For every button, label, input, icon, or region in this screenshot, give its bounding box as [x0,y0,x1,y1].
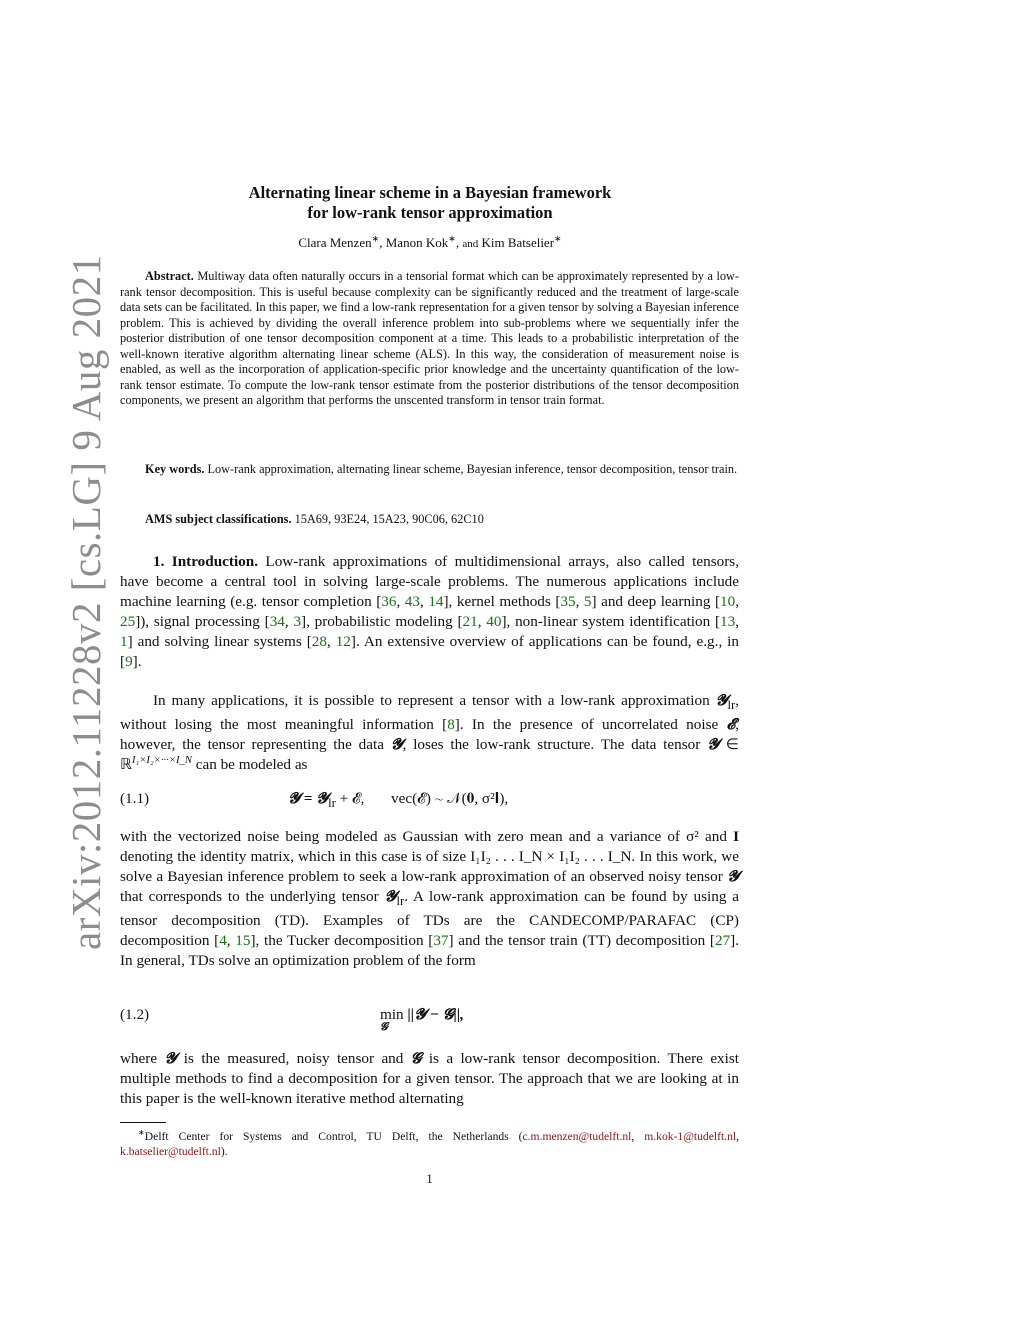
abstract-label: Abstract. [145,269,194,283]
citation-link[interactable]: 28 [311,633,327,650]
math-superscript: I₁×I₂×···×I_N [132,754,192,766]
math-symbol: 𝓨 [164,1050,177,1067]
math-symbol: 𝓨 [727,868,739,885]
footnote [120,1129,739,1159]
abstract [120,269,739,409]
para-text: is a low-rank tensor decomposition. There exist multiple methods to find a decomposition for a given tensor. The approach that we are looking at in this paper is the well-known iterative method alternating [120,1050,739,1107]
citation-link[interactable]: 35 [560,593,576,610]
citation-link[interactable]: 5 [583,593,592,610]
citation-link[interactable]: 34 [269,613,285,630]
citation-link[interactable]: 9 [125,653,133,670]
title-line-1: Alternating linear scheme in a Bayesian framework [248,183,612,202]
para-text: In many applications, it is possible to represent a tensor with a low-rank approximation [153,692,716,709]
math-subscript: lr [396,894,405,909]
keywords [120,462,739,478]
citation-link[interactable]: 14 [428,593,444,610]
para-text: , without losing the most meaningful information [ [120,692,739,734]
citation-link[interactable]: 1 [120,633,128,650]
author-2: Manon Kok [385,235,449,250]
intro-text: ] and solving linear systems [ [127,633,312,650]
equation-1-1 [120,790,739,812]
intro-text: Low-rank approximations of multidimensional arrays, also called tensors, have become a central tool in solving large-scale problems. The numerous applications include machine learning (e.g. tensor completion [ [120,553,739,610]
citation-link[interactable]: 4 [219,932,227,950]
equation-body [288,790,508,811]
equation-number: (1.1) [120,790,150,807]
citation-link[interactable]: 8 [447,716,455,734]
email-link[interactable]: m.kok-1@tudelft.nl [644,1130,737,1143]
ams-classifications [120,512,739,528]
math-symbol: 𝓖 [410,1050,422,1067]
intro-text: ] and deep learning [ [591,593,721,610]
footnote-end: ). [220,1145,228,1158]
para-text: . A low-rank approximation can be found by using a tensor decomposition (TD). Examples of TDs are the CANDECOMP/PARAFAC (CP) decomposition [ [120,888,740,950]
footnote-separator: , [631,1130,645,1143]
equation-1-2 [120,1006,739,1033]
min-text: min [380,1006,404,1023]
abstract-text: Multiway data often naturally occurs in a tensorial format which can be approximately represented by a low-rank tensor decomposition. This is useful because complexity can be significantly reduced and the treatment of large-scale data sets can be facilitated. In this paper, we find a low-rank representation for a given tensor by solving a Bayesian inference problem. This is achieved by dividing the overall inference problem into sub-problems where we sequentially infer the posterior distribution of one tensor decomposition component at a time. This leads to a probabilistic interpretation of the well-known iterative algorithm alternating linear scheme (ALS). In this way, the consideration of measurement noise is enabled, as well as the incorporation of application-specific prior knowledge and the uncertainty quantification of the low-rank tensor estimate. To compute the low-rank tensor estimate from the posterior distributions of the tensor decomposition components, we present an algorithm that performs the unscented transform in tensor train format. [120,269,739,408]
intro-text: ]. An extensive overview of applications can be found, e.g., in [ [120,633,739,670]
keywords-label: Key words. [145,462,205,476]
para-text: that corresponds to the underlying tensor [120,888,385,905]
footnote-text: Delft Center for Systems and Control, TU Delft, the Netherlands ( [144,1130,523,1143]
citation-link[interactable]: 27 [714,932,731,950]
citation-link[interactable]: 43 [404,593,420,610]
intro-text: ], kernel methods [ [443,593,561,610]
math-symbol: I [733,828,739,845]
math-subscript: lr [727,698,736,713]
paragraph-4 [120,1049,739,1109]
equation-number: (1.2) [120,1006,150,1023]
ams-label: AMS subject classifications. [145,512,292,526]
citation-link[interactable]: 40 [486,613,502,630]
footnote-separator: , [736,1130,739,1143]
section-heading: 1. Introduction. [153,553,259,570]
para-text: ]. In general, TDs solve an optimization problem of the form [120,932,740,970]
affiliation-mark: ∗ [554,233,562,244]
para-text: is the measured, noisy tensor and [176,1050,411,1067]
citation-link[interactable]: 21 [462,613,478,630]
para-text: ]. In the presence of uncorrelated noise [454,716,727,734]
math-symbol: 𝓨 [384,888,397,905]
citation-link[interactable]: 37 [433,932,449,950]
math-symbol: ∈ ℝ [120,736,740,774]
citation-link[interactable]: 15 [235,932,251,950]
introduction-paragraph: 1. Introduction. Low-rank approximations of multidimensional arrays, also called tensors, have become a central tool in solving large-scale problems. The numerous applications include machine learning (e.g. tensor completion [36, 43, 14], kernel methods [35, 5] and deep learning [10, 25]), signal processing [34, 3], probabilistic modeling [21, 40], non-linear system identification [13, 1] and solving linear systems [28, 12]. An extensive overview of applications can be found, e.g., in [9]. [120,553,740,670]
para-text: denoting the identity matrix, which in this case is of size I₁I₂ . . . I_N × I₁I₂ . . . I_N. In this work, we solve a Bayesian inference problem to seek a low-rank approximation of an observed noisy tensor [120,848,739,885]
arxiv-id-text[interactable]: arXiv:2012.11228v2 [cs.LG] 9 Aug 2021 [63,254,109,950]
footnote-rule [120,1122,166,1123]
equation-lhs: 𝓨 = 𝓨 [288,790,329,807]
para-text: where [120,1050,165,1067]
author-list: Clara Menzen∗, Manon Kok∗, and Kim Batselier∗ [298,233,562,250]
equation-noise-model: vec(𝓔) ∼ 𝒩(𝟎, σ²𝐈), [391,790,509,807]
min-operator [380,1006,404,1033]
intro-text: ]. [132,653,142,670]
para-text: ] and the tensor train (TT) decomposition [ [448,932,715,950]
citation-link[interactable]: 36 [381,593,397,610]
citation-link[interactable]: 3 [293,613,302,630]
ams-text: 15A69, 93E24, 15A23, 90C06, 62C10 [294,512,484,526]
math-symbol: 𝓨 [390,736,403,754]
para-text: can be modeled as [191,756,308,774]
norm-expression: ||𝓨 − 𝓖||, [407,1006,464,1023]
math-symbol: 𝓔 [726,716,736,734]
math-subscript: lr [328,796,336,811]
affiliation-mark: ∗ [371,233,380,244]
equation-body [380,1006,464,1033]
para-text: , however, the tensor representing the data [120,716,739,754]
math-symbol: 𝓨 [707,736,719,754]
para-text: , loses the low-rank structure. The data tensor [402,736,708,754]
keywords-text: Low-rank approximation, alternating linear scheme, Bayesian inference, tensor decomposition, tensor train. [207,462,738,476]
math-symbol: 𝓨 [715,692,728,709]
paragraph-3: with the vectorized noise being modeled as Gaussian with zero mean and a variance of σ² and I denoting the identity matrix, which in this case is of size I₁I₂ . . . I_N × I₁I₂ . . . I_N. In this work, we solve a Bayesian inference problem to seek a low-rank approximation of an observed noisy tensor 𝓨 that corresponds to the underlying tensor 𝓨$_{lr}$. A low-rank approximation can be found by using a tensor decomposition (TD). Examples of TDs are the CANDECOMP/PARAFAC (CP) decomposition [4, 15], the Tucker decomposition [37] and the tensor train (TT) decomposition [27]. In general, TDs solve an optimization problem of the form [120,828,740,970]
author-1: Clara Menzen [298,235,372,250]
affiliation-mark: ∗ [448,233,456,244]
email-link[interactable]: k.batselier@tudelft.nl [120,1145,221,1158]
title-line-2: for low-rank tensor approximation [307,203,553,222]
equation-rhs: + 𝓔, [339,790,365,807]
footnote-mark: ∗ [138,1128,145,1138]
intro-text: ], non-linear system identification [ [501,613,721,630]
citation-link[interactable]: 12 [335,633,351,650]
min-subscript: 𝓖 [380,1021,388,1033]
intro-text: ], probabilistic modeling [ [301,613,463,630]
email-link[interactable]: c.m.menzen@tudelft.nl [522,1130,632,1143]
citation-link[interactable]: 10 [720,593,736,610]
paper-title [120,183,740,223]
author-3: Kim Batselier [481,235,555,250]
page-number: 1 [426,1172,433,1186]
para-text: with the vectorized noise being modeled as Gaussian with zero mean and a variance of σ² and [120,828,734,845]
para-text: ], the Tucker decomposition [ [250,932,434,950]
paragraph-2 [120,691,739,775]
author-and: and [462,238,479,250]
citation-link[interactable]: 13 [720,613,736,630]
intro-text: ]), signal processing [ [135,613,270,630]
citation-link[interactable]: 25 [120,613,136,630]
